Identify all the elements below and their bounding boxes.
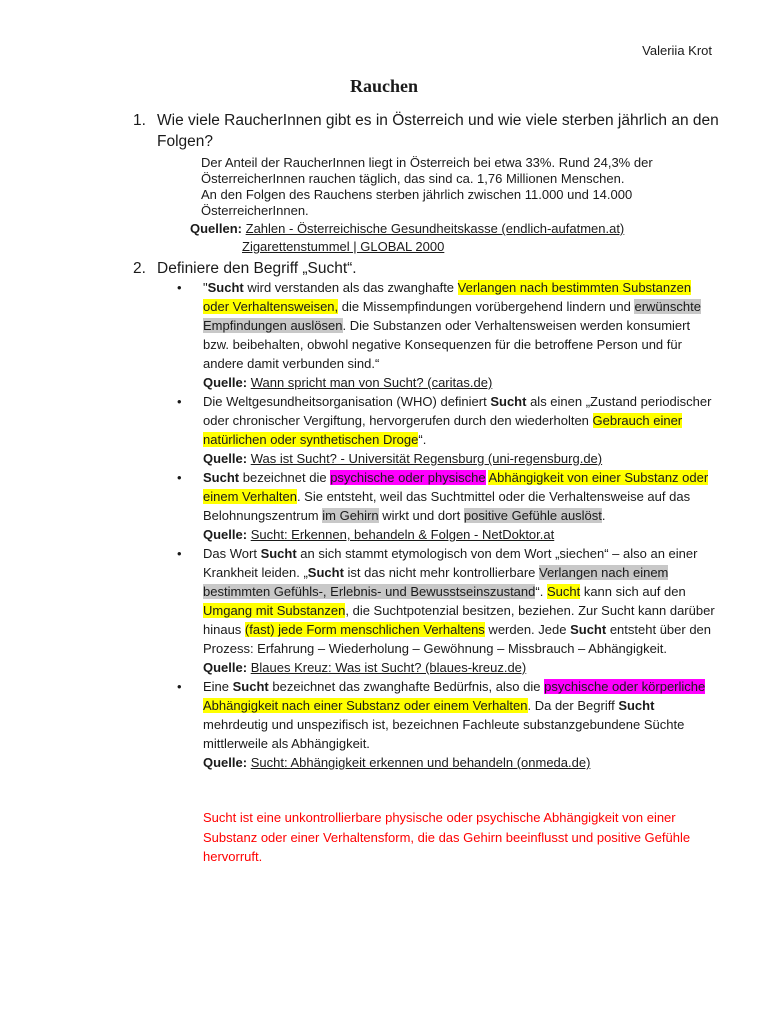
list-item-text: "Sucht wird verstanden als das zwanghafte Verlangen nach bestimmten Substanzen oder Verhaltensweisen, die Missempfindungen vorübergehend lindern und erwünschte Empfindungen auslösen. Die Substanzen oder Verhaltensweisen werden konsumiert bzw. beibehalten, obwohl negative Konsequenzen für die betroffene Person und für andere damit verbunden sind.“	[203, 280, 701, 371]
highlight-yellow: Gebrauch einer natürlichen oder synthetischen Droge	[203, 413, 683, 447]
answer-1	[201, 155, 701, 219]
highlight-gray: im Gehirn	[322, 508, 379, 523]
source-link-oegk[interactable]: Zahlen - Österreichische Gesundheitskasse (endlich-aufatmen.at)	[245, 221, 625, 236]
list-item-text: Die Weltgesundheitsorganisation (WHO) definiert Sucht als einen „Zustand periodischer oder chronischer Vergiftung, hervorgerufen durch den wiederholten Gebrauch einer natürlichen oder synthetischen Droge“.	[203, 394, 712, 447]
bullet-icon: •	[177, 679, 182, 694]
source-label: Quelle:	[203, 375, 248, 390]
answer-line: An den Folgen des Rauchens sterben jährlich zwischen 11.000 und 14.000	[201, 187, 633, 202]
highlight-magenta: psychische oder körperliche	[544, 679, 706, 694]
highlight-magenta: psychische oder physische	[330, 470, 486, 485]
question-2	[133, 258, 733, 280]
conclusion-text: Sucht ist eine unkontrollierbare physische oder psychische Abhängigkeit von einer Substanz oder einer Verhaltensform, die das Gehirn beeinflusst und positive Gefühle hervorruft.	[203, 810, 691, 864]
source-link[interactable]: Wann spricht man von Sucht? (caritas.de)	[250, 375, 493, 390]
highlight-gray: erwünschte Empfindungen auslösen	[203, 299, 701, 333]
highlight-gray: Verlangen nach einem bestimmten Gefühls-, Erlebnis- und Bewusstseinszustand	[203, 565, 669, 599]
list-item	[177, 392, 717, 468]
source-label: Quelle:	[203, 451, 248, 466]
source-label: Quelle:	[203, 755, 248, 770]
source-label: Quelle:	[203, 660, 248, 675]
author-name: Valeriia Krot	[642, 43, 712, 58]
highlight-yellow: Umgang mit Substanzen	[203, 603, 346, 618]
source-label: Quelle:	[203, 527, 248, 542]
list-item	[177, 278, 717, 392]
source-link[interactable]: Was ist Sucht? - Universität Regensburg (uni-regensburg.de)	[250, 451, 603, 466]
bullet-icon: •	[177, 394, 182, 409]
highlight-gray: positive Gefühle auslöst	[463, 508, 602, 523]
bullet-icon: •	[177, 280, 182, 295]
source-line	[203, 658, 717, 677]
question-2-text: Definiere den Begriff „Sucht“.	[157, 260, 357, 277]
question-number: 2.	[133, 260, 146, 277]
sources-block	[190, 220, 624, 256]
source-link[interactable]: Sucht: Abhängigkeit erkennen und behandeln (onmeda.de)	[250, 755, 591, 770]
document-title: Rauchen	[349, 76, 418, 96]
source-link[interactable]: Sucht: Erkennen, behandeln & Folgen - NetDoktor.at	[250, 527, 555, 542]
sources-label: Quellen:	[190, 221, 243, 236]
answer-line: Der Anteil der RaucherInnen liegt in Österreich bei etwa 33%. Rund 24,3% der	[201, 155, 653, 170]
question-1-line-2: Folgen?	[157, 133, 214, 150]
question-1	[133, 110, 733, 152]
highlight-yellow: (fast) jede Form menschlichen Verhaltens	[244, 622, 485, 637]
answer-line: ÖsterreicherInnen rauchen täglich, das sind ca. 1,76 Millionen Menschen.	[201, 171, 625, 186]
question-number: 1.	[133, 112, 146, 129]
list-item	[177, 468, 717, 544]
source-line	[203, 753, 717, 772]
source-line	[203, 525, 717, 544]
question-1-line-1: Wie viele RaucherInnen gibt es in Österreich und wie viele sterben jährlich an den	[157, 112, 719, 129]
definition-list	[177, 278, 717, 772]
source-line	[203, 373, 717, 392]
source-link[interactable]: Blaues Kreuz: Was ist Sucht? (blaues-kreuz.de)	[250, 660, 527, 675]
source-link-global2000[interactable]: Zigarettenstummel | GLOBAL 2000	[242, 239, 445, 254]
list-item	[177, 544, 717, 677]
list-item-text: Das Wort Sucht an sich stammt etymologisch von dem Wort „siechen“ – also an einer Krankheit leiden. „Sucht ist das nicht mehr kontrollierbare Verlangen nach einem bestimmten Gefühls-, Erlebnis- und Bewusstseinszustand“. Sucht kann sich auf den Umgang mit Substanzen, die Suchtpotenzial besitzen, beziehen. Zur Sucht kann darüber hinaus (fast) jede Form menschlichen Verhaltens werden. Jede Sucht entsteht über den Prozess: Erfahrung – Wiederholung – Gewöhnung – Missbrauch – Abhängigkeit.	[203, 546, 715, 656]
highlight-yellow: Sucht	[546, 584, 581, 599]
bullet-icon: •	[177, 470, 182, 485]
highlight-yellow: Abhängigkeit von einer Substanz oder einem Verhalten	[203, 470, 709, 504]
highlight-yellow: Abhängigkeit nach einer Substanz oder einem Verhalten	[203, 698, 528, 713]
list-item	[177, 677, 717, 772]
answer-line: ÖsterreicherInnen.	[201, 203, 309, 218]
list-item-text: Eine Sucht bezeichnet das zwanghafte Bedürfnis, also die psychische oder körperliche Abhängigkeit nach einer Substanz oder einem Verhalten. Da der Begriff Sucht mehrdeutig und unspezifisch ist, bezeichnen Fachleute substanzgebundene Süchte mittlerweile als Abhängigkeit.	[203, 679, 706, 751]
source-line	[203, 449, 717, 468]
list-item-text: Sucht bezeichnet die psychische oder physische Abhängigkeit von einer Substanz oder einem Verhalten. Sie entsteht, weil das Suchtmittel oder die Verhaltensweise auf das Belohnungszentrum im Gehirn wirkt und dort positive Gefühle auslöst.	[203, 470, 709, 523]
highlight-yellow: Verlangen nach bestimmten Substanzen oder Verhaltensweisen,	[203, 280, 692, 314]
bullet-icon: •	[177, 546, 182, 561]
